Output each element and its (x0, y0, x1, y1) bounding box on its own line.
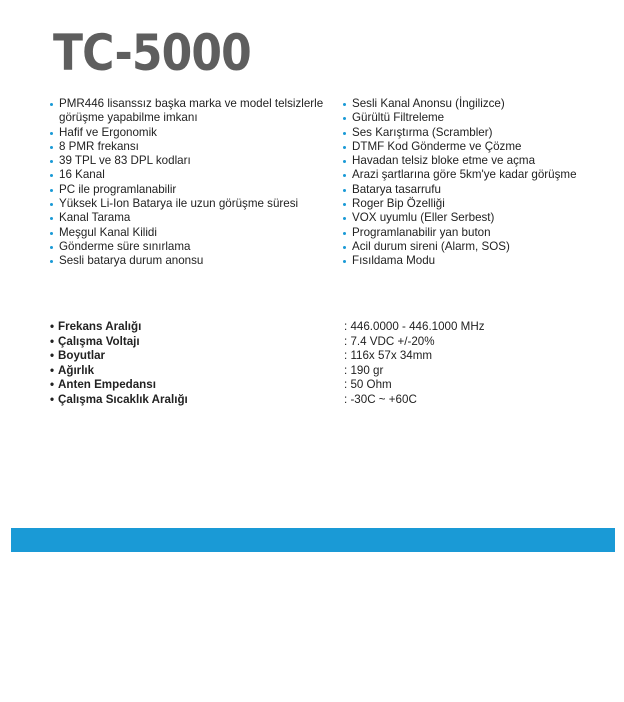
feature-item (343, 254, 613, 268)
spec-value: : 116x 57x 34mm (344, 349, 433, 362)
feature-text: PC ile programlanabilir (59, 182, 177, 196)
bullet-dot-icon (50, 160, 53, 163)
spec-row (50, 335, 610, 350)
feature-text: Arazi şartlarına göre 5km'ye kadar görüşme (352, 168, 577, 182)
bullet-dot-icon (343, 132, 346, 135)
feature-text: Sesli batarya durum anonsu (59, 254, 204, 268)
bullet-dot-icon (343, 117, 346, 120)
feature-text: DTMF Kod Gönderme ve Çözme (352, 139, 522, 153)
spec-value: : 7.4 VDC +/-20% (344, 334, 435, 348)
feature-item (343, 140, 613, 154)
spec-bullet: • (50, 334, 55, 348)
bullet-dot-icon (343, 203, 346, 206)
spec-label: Anten Empedansı (58, 378, 156, 391)
spec-row (50, 393, 610, 408)
feature-text: PMR446 lisanssız başka marka ve model telsizlerle görüşme yapabilme imkanı (59, 97, 324, 125)
feature-text: Hafif ve Ergonomik (59, 125, 157, 139)
bullet-dot-icon (50, 217, 53, 220)
feature-item (50, 97, 335, 126)
spec-label: Çalışma Voltajı (58, 334, 140, 348)
feature-text: Gönderme süre sınırlama (59, 239, 191, 253)
spec-label: Ağırlık (58, 363, 95, 377)
bullet-dot-icon (50, 189, 53, 192)
bullet-dot-icon (50, 174, 53, 177)
bullet-dot-icon (50, 260, 53, 263)
feature-item (343, 111, 613, 125)
bullet-dot-icon (50, 103, 53, 106)
spec-row (50, 378, 610, 393)
feature-item (50, 254, 335, 268)
feature-text: Gürültü Filtreleme (352, 111, 445, 125)
feature-item (50, 126, 335, 140)
spec-row (50, 320, 610, 335)
feature-item (343, 197, 613, 211)
feature-text: 39 TPL ve 83 DPL kodları (59, 154, 191, 168)
bullet-dot-icon (343, 232, 346, 235)
bullet-dot-icon (343, 146, 346, 149)
spec-bullet: • (50, 349, 55, 362)
feature-item (343, 154, 613, 168)
feature-item (50, 197, 335, 211)
feature-item (343, 226, 613, 240)
bullet-dot-icon (343, 174, 346, 177)
feature-item (50, 240, 335, 254)
bullet-dot-icon (343, 246, 346, 249)
feature-item (343, 240, 613, 254)
feature-item (343, 97, 613, 111)
feature-text: 8 PMR frekansı (59, 139, 139, 153)
bullet-dot-icon (343, 217, 346, 220)
feature-item (50, 183, 335, 197)
features-left-list (50, 97, 335, 269)
spec-bullet: • (50, 392, 55, 406)
feature-text: Yüksek Li-Ion Batarya ile uzun görüşme süresi (59, 197, 299, 211)
bullet-dot-icon (50, 203, 53, 206)
bullet-dot-icon (343, 160, 346, 163)
spec-label: Frekans Aralığı (58, 320, 142, 333)
spec-label: Çalışma Sıcaklık Aralığı (58, 392, 188, 406)
feature-text: Sesli Kanal Anonsu (İngilizce) (352, 97, 505, 110)
feature-item (50, 211, 335, 225)
feature-text: VOX uyumlu (Eller Serbest) (352, 211, 495, 225)
feature-text: Meşgul Kanal Kilidi (59, 225, 157, 239)
specifications-table (50, 320, 610, 407)
feature-item (50, 226, 335, 240)
feature-item (343, 183, 613, 197)
feature-item (343, 211, 613, 225)
spec-bullet: • (50, 378, 55, 391)
bullet-dot-icon (343, 260, 346, 263)
feature-item (343, 126, 613, 140)
spec-value: : 446.0000 - 446.1000 MHz (344, 320, 485, 333)
feature-item (343, 168, 613, 182)
feature-text: Havadan telsiz bloke etme ve açma (352, 154, 536, 168)
feature-item (50, 168, 335, 182)
spec-value: : 190 gr (344, 363, 384, 377)
bullet-dot-icon (50, 246, 53, 249)
feature-text: Batarya tasarrufu (352, 182, 441, 196)
bullet-dot-icon (343, 103, 346, 106)
spec-row (50, 364, 610, 379)
feature-text: Acil durum sireni (Alarm, SOS) (352, 239, 510, 253)
spec-value: : 50 Ohm (344, 378, 392, 391)
feature-item (50, 140, 335, 154)
feature-text: Ses Karıştırma (Scrambler) (352, 125, 493, 139)
feature-text: 16 Kanal (59, 168, 105, 182)
bullet-dot-icon (50, 132, 53, 135)
accent-band (11, 528, 615, 552)
spec-bullet: • (50, 320, 55, 333)
spec-label: Boyutlar (58, 349, 106, 362)
spec-row (50, 349, 610, 364)
bullet-dot-icon (50, 232, 53, 235)
bullet-dot-icon (50, 146, 53, 149)
product-title: TC-5000 (53, 24, 251, 82)
feature-text: Fısıldama Modu (352, 254, 436, 268)
feature-text: Roger Bip Özelliği (352, 197, 445, 211)
spec-value: : -30C ~ +60C (344, 392, 417, 406)
feature-text: Kanal Tarama (59, 211, 131, 225)
bullet-dot-icon (343, 189, 346, 192)
spec-bullet: • (50, 363, 55, 377)
features-right-list (343, 97, 613, 269)
feature-text: Programlanabilir yan buton (352, 225, 491, 239)
feature-item (50, 154, 335, 168)
